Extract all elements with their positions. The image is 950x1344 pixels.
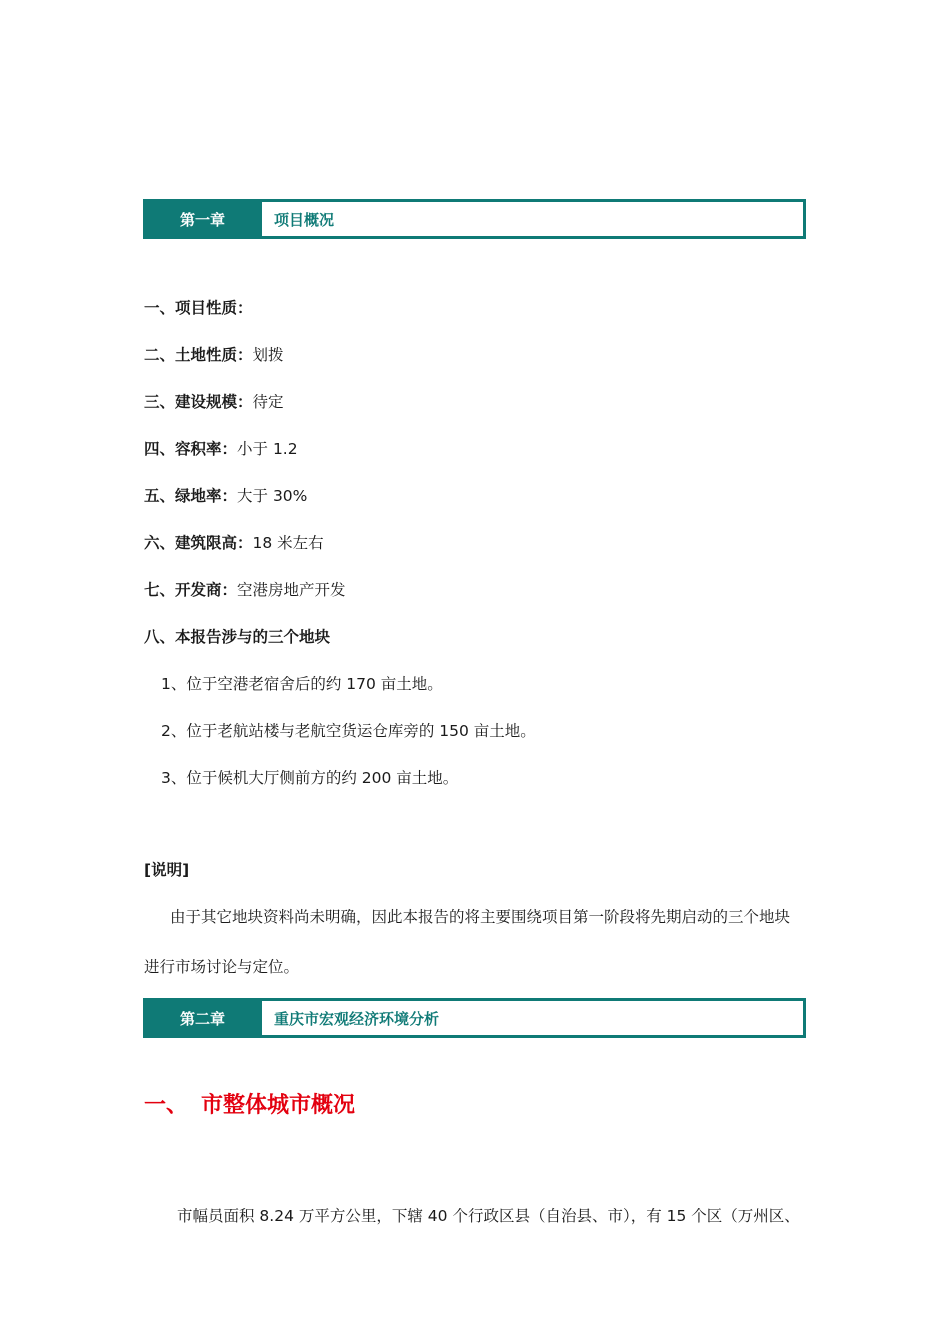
- chapter-2-title: 重庆市宏观经济环境分析: [274, 1009, 440, 1028]
- item-label: 八、本报告涉与的三个地块: [144, 628, 331, 646]
- note-heading-text: [说明]: [144, 861, 190, 879]
- section-1-heading: [144, 1088, 355, 1119]
- item-plot-ratio: [144, 439, 298, 459]
- chapter-1-title: 项目概况: [274, 210, 335, 229]
- item-land-nature: [144, 345, 284, 365]
- item-value: 大于 30%: [237, 487, 308, 505]
- item-construction-scale: [144, 392, 284, 412]
- chapter-1-title-box: [262, 199, 806, 239]
- item-project-nature: [144, 298, 253, 318]
- note-line-2: 进行市场讨论与定位。: [144, 958, 300, 976]
- item-label: 一、项目性质：: [144, 299, 253, 317]
- note-line-1: 由于其它地块资料尚未明确，因此本报告的将主要围绕项目第一阶段将先期启动的三个地块: [170, 908, 791, 926]
- item-label: 二、土地性质：: [144, 346, 253, 364]
- item-label: 六、建筑限高：: [144, 534, 253, 552]
- chapter-1-number: 第一章: [143, 199, 262, 239]
- item-value: 待定: [252, 393, 284, 411]
- item-label: 三、建设规模：: [144, 393, 253, 411]
- item-label: 五、绿地率：: [144, 487, 238, 505]
- plot-item-1: 1、位于空港老宿舍后的约 170 亩土地。: [161, 675, 443, 693]
- chapter-1-banner: [143, 199, 806, 239]
- item-value: 18 米左右: [252, 534, 324, 552]
- item-developer: [144, 580, 346, 600]
- item-value: 空港房地产开发: [237, 581, 346, 599]
- item-label: 四、容积率：: [144, 440, 238, 458]
- chapter-2-banner: [143, 998, 806, 1038]
- item-label: 七、开发商：: [144, 581, 238, 599]
- body-line-1: 市幅员面积 8.24 万平方公里，下辖 40 个行政区县（自治县、市），有 15 个区（万州区、: [177, 1207, 800, 1225]
- item-value: 划拨: [252, 346, 284, 364]
- plot-item-3: 3、位于候机大厅侧前方的约 200 亩土地。: [161, 769, 459, 787]
- section-1-number: 一、: [144, 1093, 189, 1118]
- item-green-ratio: [144, 486, 307, 506]
- chapter-2-number: 第二章: [143, 998, 262, 1038]
- plot-item-2: 2、位于老航站楼与老航空货运仓库旁的 150 亩土地。: [161, 722, 536, 740]
- item-value: 小于 1.2: [237, 440, 298, 458]
- section-1-title: 市整体城市概况: [201, 1093, 356, 1118]
- item-height-limit: [144, 533, 324, 553]
- note-heading: [144, 860, 189, 880]
- item-three-plots: [144, 627, 330, 647]
- chapter-2-title-box: [262, 998, 806, 1038]
